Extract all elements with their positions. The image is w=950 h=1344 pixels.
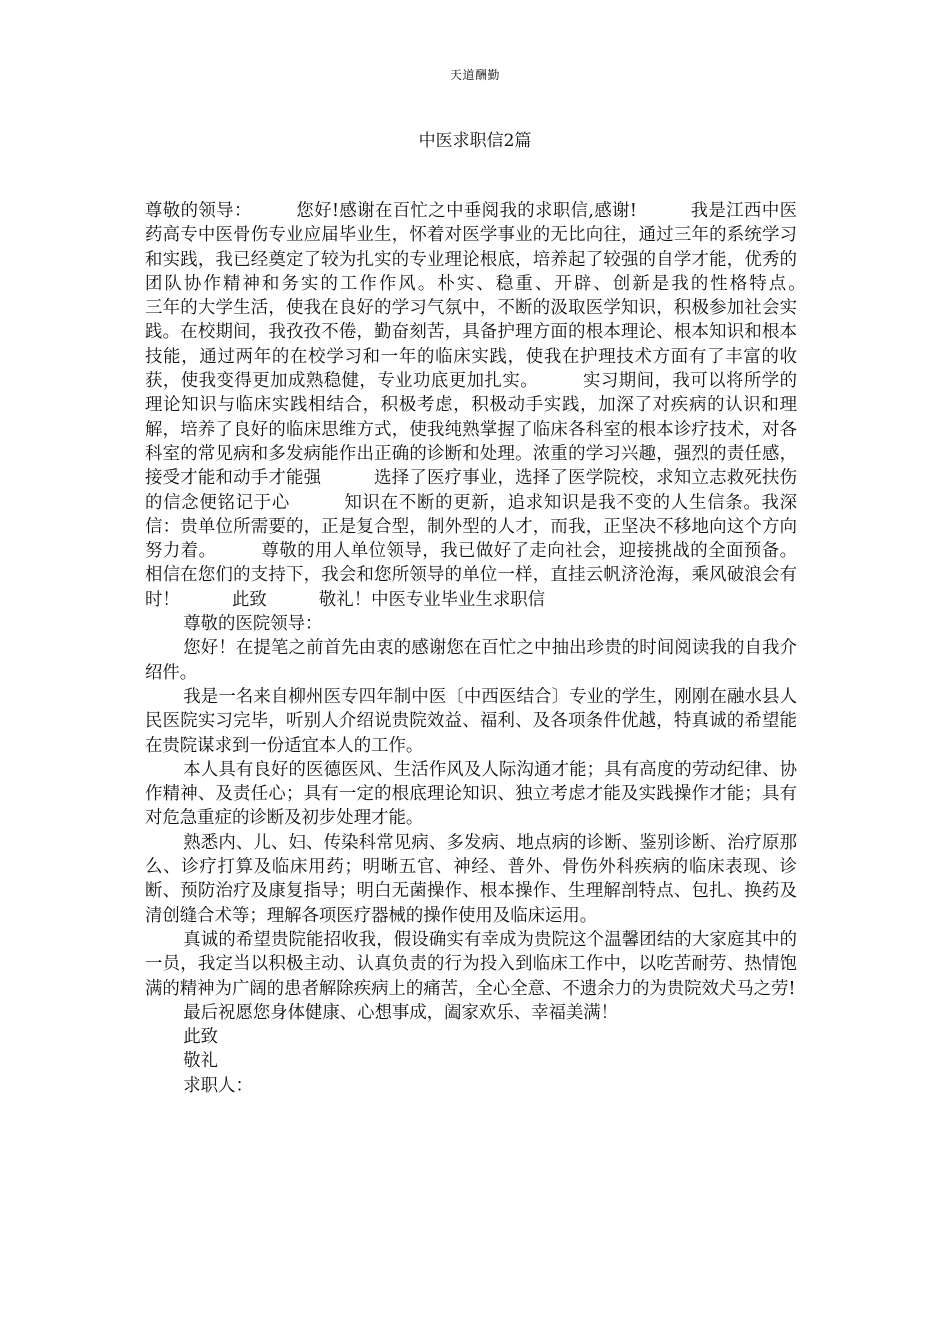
letter-two-paragraph: 熟悉内、儿、妇、传染科常见病、多发病、地点病的诊断、鉴别诊断、治疗原那么、诊疗打算及临床用药；明晰五官、神经、普外、骨伤外科疾病的临床表现、诊断、预防治疗及康复指导；明白无菌操作、根本操作、生理解剖特点、包扎、换药及清创缝合术等；理解各项医疗器械的操作使用及临床运用。 bbox=[145, 832, 797, 926]
letter-two-paragraph: 本人具有良好的医德医风、生活作风及人际沟通才能；具有高度的劳动纪律、协作精神、及责任心；具有一定的根底理论知识、独立考虑才能及实践操作才能；具有对危急重症的诊断及初步处理才能。 bbox=[145, 759, 797, 829]
letter-two-paragraph: 真诚的希望贵院能招收我，假设确实有幸成为贵院这个温馨团结的大家庭其中的一员，我定当以积极主动、认真负责的行为投入到临床工作中，以吃苦耐劳、热情饱满的精神为广阔的患者解除疾病上的痛苦，全心全意、不遗余力的为贵院效犬马之劳! bbox=[145, 929, 797, 999]
letter-two-paragraph: 我是一名来自柳州医专四年制中医〔中西医结合〕专业的学生，刚刚在融水县人民医院实习完毕，听别人介绍说贵院效益、福利、及各项条件优越，特真诚的希望能在贵院谋求到一份适宜本人的工作。 bbox=[145, 686, 797, 756]
letter-two-paragraph: 您好！在提笔之前首先由衷的感谢您在百忙之中抽出珍贵的时间阅读我的自我介绍件。 bbox=[145, 638, 797, 683]
letter-two-paragraph: 最后祝愿您身体健康、心想事成，阖家欢乐、幸福美满！ bbox=[183, 1002, 619, 1023]
letter-two-signature: 求职人： bbox=[183, 1075, 253, 1096]
document-body bbox=[145, 199, 850, 1098]
document-title: 中医求职信2篇 bbox=[418, 131, 532, 151]
letter-two-salutation: 尊敬的医院领导： bbox=[183, 614, 323, 635]
page-header: 天道酬勤 bbox=[449, 68, 500, 82]
letter-two-closing: 此致 bbox=[183, 1027, 219, 1048]
letter-one: 尊敬的领导： 您好!感谢在百忙之中垂阅我的求职信,感谢! 我是江西中医药高专中医骨伤专业应届毕业生，怀着对医学事业的无比向往，通过三年的系统学习和实践，我已经奠定了较为扎实的专业理论根底，培养起了较强的自学才能，优秀的团队协作精神和务实的工作作风。朴实、稳重、开辟、创新是我的性格特点。 三年的大学生活，使我在良好的学习气氛中，不断的汲取医学知识，积极参加社会实践。在校期间，我孜孜不倦，勤奋刻苦，具备护理方面的根本理论、根本知识和根本技能，通过两年的在校学习和一年的临床实践，使我在护理技术方面有了丰富的收获，使我变得更加成熟稳健，专业功底更加扎实。 实习期间，我可以将所学的理论知识与临床实践相结合，积极考虑，积极动手实践，加深了对疾病的认识和理解，培养了良好的临床思维方式，使我纯熟掌握了临床各科室的根本诊疗技术，对各科室的常见病和多发病能作出正确的诊断和处理。浓重的学习兴趣，强烈的责任感，接受才能和动手才能强 选择了医疗事业，选择了医学院校，求知立志救死扶伤的信念便铭记于心 知识在不断的更新，追求知识是我不变的人生信条。我深信：贵单位所需要的，正是复合型，制外型的人才，而我，正坚决不移地向这个方向努力着。 尊敬的用人单位领导，我已做好了走向社会，迎接挑战的全面预备。相信在您们的支持下，我会和您所领导的单位一样，直挂云帆济沧海，乘风破浪会有时！ 此致 敬礼！中医专业毕业生求职信 bbox=[145, 201, 850, 610]
letter-two-regards: 敬礼 bbox=[183, 1051, 219, 1072]
